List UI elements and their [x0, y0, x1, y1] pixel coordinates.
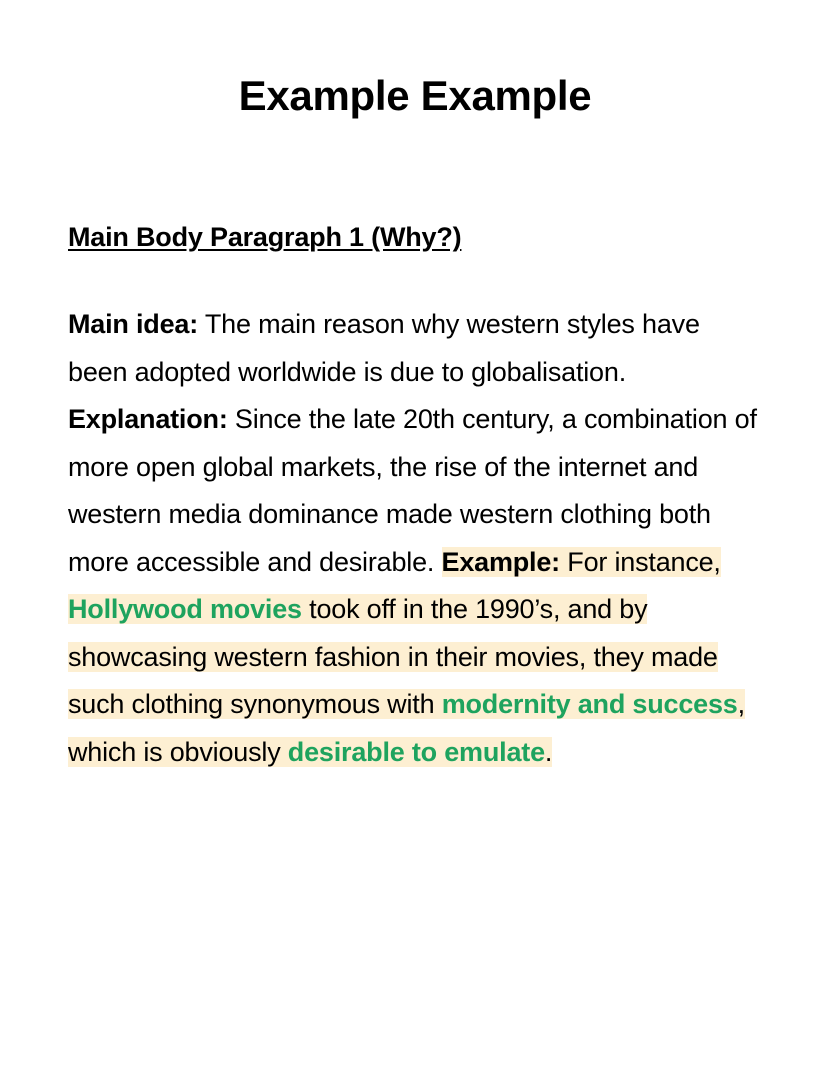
example-text-part-4: . — [544, 736, 553, 767]
example-text-part-1: For instance, — [559, 546, 721, 577]
explanation-text: Since the late 20th century, a combination of more open global markets, the rise of the internet and western media dominance made western clothing both more accessible and desirable. — [68, 404, 757, 577]
example-text-part-2: took off in the 1990’s, and by showcasing western fashion in their movies, they made such clothing synonymous with — [68, 594, 718, 720]
highlight-desirable-to-emulate: desirable to emulate — [287, 736, 545, 767]
main-idea-text: The main reason why western styles have been adopted worldwide is due to globalisation. — [68, 309, 700, 387]
main-idea-label: Main idea: — [68, 309, 199, 340]
example-text-part-3: , which is obviously — [68, 689, 745, 767]
explanation-label: Explanation: — [68, 404, 228, 435]
page-title: Example Example — [238, 72, 592, 119]
body-paragraph — [68, 253, 762, 776]
section-heading: Main Body Paragraph 1 (Why?) — [68, 222, 462, 253]
highlight-modernity-and-success: modernity and success — [441, 689, 738, 720]
highlight-hollywood-movies: Hollywood movies — [68, 594, 302, 625]
example-label: Example: — [441, 546, 560, 577]
